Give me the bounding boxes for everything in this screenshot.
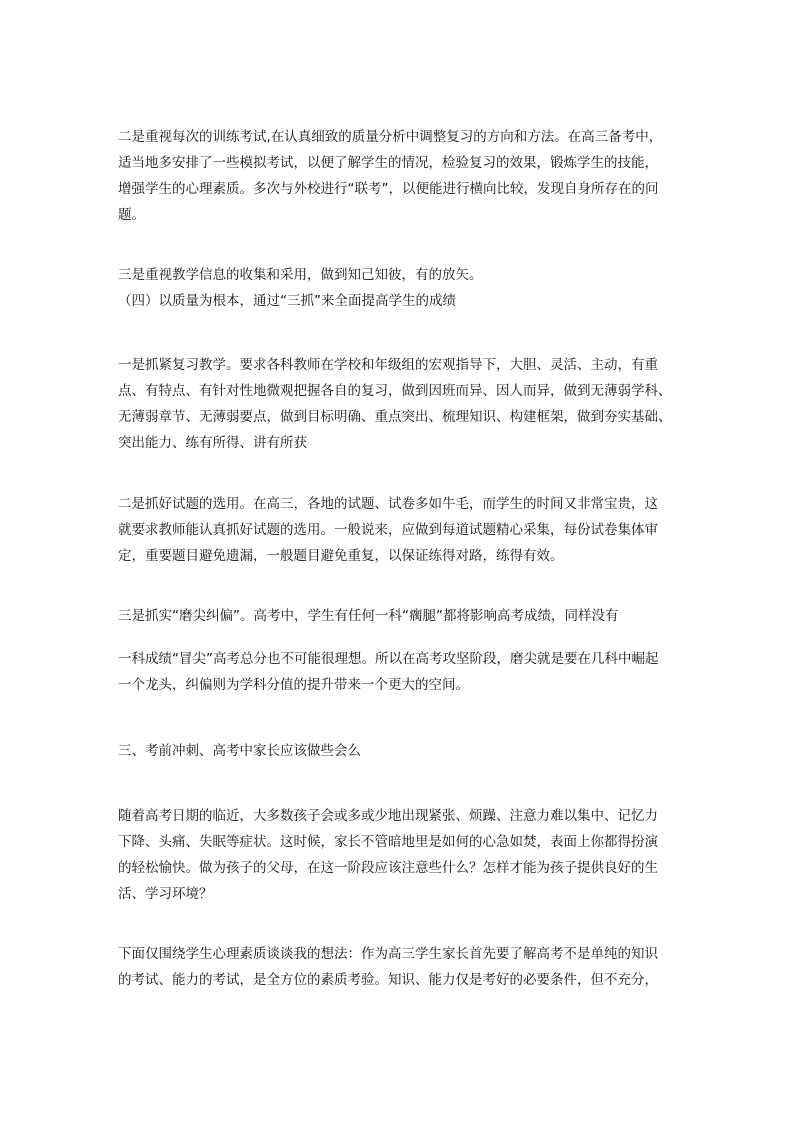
- paragraph-psychology: [118, 941, 678, 993]
- text-line: 点、有特点、有针对性地微观把握各自的复习，做到因班而异、因人而异，做到无薄弱学科、: [118, 383, 672, 399]
- text-line: 定，重要题目避免遗漏，一般题目避免重复，以保证练得对路，练得有效。: [118, 548, 564, 564]
- section-heading-parents: [118, 738, 678, 764]
- text-line: 增强学生的心理素质。多次与外校进行“联考”，以便能进行横向比较，发现自身所存在的问: [118, 181, 659, 197]
- heading-line: 三、考前冲刺、高考中家长应该做些会么: [118, 743, 361, 759]
- text-line: 就要求教师能认真抓好试题的选用。一般说来，应做到每道试题精心采集，每份试卷集体审: [118, 522, 658, 538]
- text-line: 的考试、能力的考试，是全方位的素质考验。知识、能力仅是考好的必要条件，但不充分，: [118, 972, 658, 988]
- paragraph-exam-approach: [118, 803, 678, 907]
- text-line: 活、学习环境？: [118, 886, 213, 902]
- text-line: 二是抓好试题的选用。在高三，各地的试题、试卷多如牛毛，而学生的时间又非常宝贵，这: [118, 496, 658, 512]
- text-line: 题。: [118, 207, 145, 223]
- paragraph-review-teaching: [118, 352, 678, 456]
- text-line: 二是重视每次的训练考试,在认真细致的质量分析中调整复习的方向和方法。在高三备考中，: [118, 129, 663, 145]
- text-line: 下降、头痛、失眠等症状。这时候，家长不管暗地里是如何的心急如焚，表面上你都得扮演: [118, 834, 658, 850]
- paragraph-sharpen-correct-cont: [118, 646, 678, 698]
- paragraph-teaching-info: [118, 262, 678, 314]
- text-line: 一是抓紧复习教学。要求各科教师在学校和年级组的宏观指导下，大胆、灵活、主动，有重: [118, 357, 658, 373]
- section-heading: （四）以质量为根本，通过“三抓”来全面提高学生的成绩: [118, 293, 456, 309]
- paragraph-test-selection: [118, 491, 678, 569]
- text-line: 一科成绩“冒尖”高考总分也不可能很理想。所以在高考攻坚阶段，磨尖就是要在几科中崛起: [118, 651, 659, 667]
- text-line: 无薄弱章节、无薄弱要点，做到目标明确、重点突出、梳理知识、构建框架，做到夯实基础、: [118, 409, 672, 425]
- text-line: 三是抓实“磨尖纠偏”。高考中，学生有任何一科“瘸腿”都将影响高考成绩，同样没有: [118, 608, 619, 624]
- text-line: 下面仅围绕学生心理素质谈谈我的想法：作为高三学生家长首先要了解高考不是单纯的知识: [118, 946, 658, 962]
- text-line: 突出能力、练有所得、讲有所获: [118, 435, 307, 451]
- text-line: 一个龙头，纠偏则为学科分值的提升带来一个更大的空间。: [118, 677, 469, 693]
- text-line: 随着高考日期的临近，大多数孩子会或多或少地出现紧张、烦躁、注意力难以集中、记忆力: [118, 808, 658, 824]
- text-line: 的轻松愉快。做为孩子的父母，在这一阶段应该注意些什么？怎样才能为孩子提供良好的生: [118, 860, 658, 876]
- text-line: 适当地多安排了一些模拟考试，以便了解学生的情况，检验复习的效果，锻炼学生的技能，: [118, 155, 658, 171]
- paragraph-training-exams: [118, 124, 678, 228]
- text-line: 三是重视教学信息的收集和采用，做到知己知彼，有的放矢。: [118, 267, 483, 283]
- paragraph-sharpen-correct: [118, 603, 678, 629]
